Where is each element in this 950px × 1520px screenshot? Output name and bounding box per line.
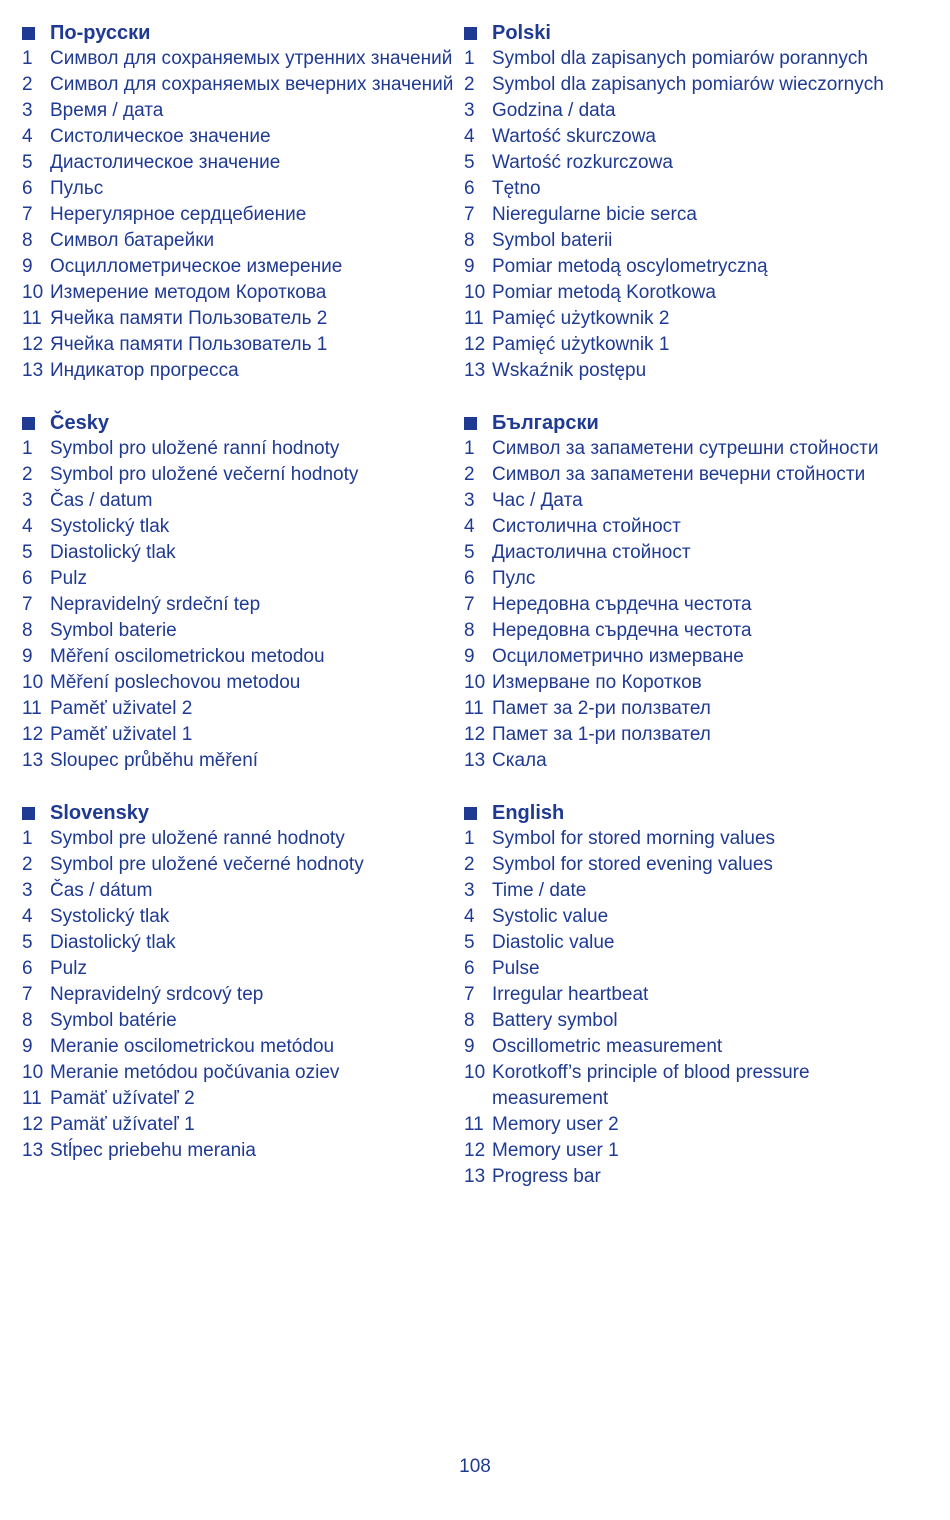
item-number: 3 (464, 100, 475, 121)
language-section (22, 20, 462, 384)
list-item (22, 878, 462, 904)
list-item (22, 982, 462, 1008)
list-item (22, 1034, 462, 1060)
item-text: Diastolic value (492, 932, 615, 953)
list-item (464, 566, 904, 592)
item-text: Irregular heartbeat (492, 984, 649, 1005)
list-item (464, 1138, 904, 1164)
item-text: Meranie oscilometrickou metódou (50, 1036, 335, 1057)
section-title: Slovensky (50, 802, 149, 824)
item-text: Нередовна сърдечна честота (492, 594, 752, 615)
item-text: Symbol pro uložené ranní hodnoty (50, 438, 340, 459)
item-text: Pamięć użytkownik 2 (492, 308, 670, 329)
section-title: Česky (50, 412, 109, 434)
right-column (464, 20, 904, 1216)
list-item (464, 1008, 904, 1034)
item-number: 11 (464, 698, 484, 719)
item-text: Символ за запаметени сутрешни стойности (492, 438, 879, 459)
item-text: Nepravidelný srdcový tep (50, 984, 264, 1005)
list-item (464, 254, 904, 280)
item-number: 9 (464, 646, 475, 667)
item-number: 9 (22, 256, 33, 277)
item-text: Godzina / data (492, 100, 616, 121)
item-number: 6 (464, 178, 475, 199)
item-text: Memory user 2 (492, 1114, 619, 1135)
item-number: 3 (22, 100, 33, 121)
item-text: Diastolický tlak (50, 932, 176, 953)
list-item (22, 98, 462, 124)
section-title: Polski (492, 22, 551, 44)
item-number: 3 (22, 490, 33, 511)
item-number: 7 (22, 204, 33, 225)
item-number: 7 (22, 984, 33, 1005)
item-number: 8 (464, 230, 475, 251)
list-item (22, 566, 462, 592)
item-number: 12 (464, 334, 486, 355)
list-item (22, 228, 462, 254)
list-item (464, 306, 904, 332)
item-text: Wskaźnik postępu (492, 360, 647, 381)
item-number: 10 (464, 672, 486, 693)
item-number: 1 (22, 48, 33, 69)
list-item (22, 254, 462, 280)
list-item (22, 1060, 462, 1086)
item-number: 9 (464, 1036, 475, 1057)
list-item (22, 72, 462, 98)
square-bullet-icon (22, 27, 35, 40)
list-item (464, 748, 904, 774)
item-text: Измерение методом Короткова (50, 282, 327, 303)
item-number: 10 (22, 1062, 44, 1083)
item-number: 13 (22, 1140, 44, 1161)
item-number: 3 (22, 880, 33, 901)
item-text: Memory user 1 (492, 1140, 619, 1161)
item-text: Символ батарейки (50, 230, 215, 251)
list-item (464, 72, 904, 98)
item-number: 3 (464, 880, 475, 901)
section-header (22, 20, 462, 46)
item-text: Měření poslechovou metodou (50, 672, 301, 693)
item-number: 6 (464, 568, 475, 589)
language-section (22, 800, 462, 1164)
list-item (22, 1138, 462, 1164)
item-text: Pamięć użytkownik 1 (492, 334, 670, 355)
item-text: Čas / dátum (50, 880, 153, 901)
item-number: 6 (22, 178, 33, 199)
item-text: Wartość skurczowa (492, 126, 656, 147)
item-number: 9 (22, 646, 33, 667)
item-text: Pamäť užívateľ 1 (50, 1114, 195, 1135)
list-item (22, 644, 462, 670)
item-number: 4 (464, 906, 475, 927)
item-number: 4 (464, 126, 475, 147)
item-text: Осциллометрическое измерение (50, 256, 343, 277)
item-text: Stĺpec priebehu merania (50, 1140, 256, 1161)
item-text: Pomiar metodą Korotkowa (492, 282, 716, 303)
list-item (22, 150, 462, 176)
list-item (22, 618, 462, 644)
item-text: Čas / datum (50, 490, 153, 511)
list-item (464, 358, 904, 384)
list-item (464, 670, 904, 696)
list-item (464, 46, 904, 72)
list-item (464, 436, 904, 462)
list-item (464, 332, 904, 358)
list-item (22, 332, 462, 358)
language-section (464, 800, 904, 1190)
item-number: 11 (22, 308, 42, 329)
item-text: Pulz (50, 958, 87, 979)
list-item (464, 930, 904, 956)
item-number: 11 (464, 308, 484, 329)
item-text: Korotkoff’s principle of blood pressure measurement (492, 1062, 810, 1109)
item-text: Symbol for stored evening values (492, 854, 773, 875)
item-text: Oscillometric measurement (492, 1036, 723, 1057)
item-number: 7 (22, 594, 33, 615)
item-number: 10 (22, 672, 44, 693)
list-item (464, 1060, 904, 1112)
item-number: 9 (464, 256, 475, 277)
list-item (22, 696, 462, 722)
list-item (22, 488, 462, 514)
item-number: 4 (22, 906, 33, 927)
item-text: Paměť uživatel 2 (50, 698, 193, 719)
list-item (22, 852, 462, 878)
item-number: 5 (22, 152, 33, 173)
item-text: Памет за 1-ри ползвател (492, 724, 711, 745)
item-text: Символ для сохраняемых вечерних значений (50, 74, 454, 95)
item-number: 1 (464, 438, 475, 459)
list-item (464, 462, 904, 488)
item-number: 9 (22, 1036, 33, 1057)
list-item (464, 540, 904, 566)
list-item (22, 436, 462, 462)
list-item (464, 514, 904, 540)
item-text: Battery symbol (492, 1010, 618, 1031)
item-number: 6 (22, 568, 33, 589)
list-item (464, 618, 904, 644)
list-item (22, 124, 462, 150)
list-item (22, 1112, 462, 1138)
item-number: 7 (464, 594, 475, 615)
list-item (22, 306, 462, 332)
list-item (464, 722, 904, 748)
list-item (464, 826, 904, 852)
language-section (464, 20, 904, 384)
item-number: 5 (464, 542, 475, 563)
section-title: По-русски (50, 22, 151, 44)
list-item (22, 670, 462, 696)
list-item (464, 98, 904, 124)
item-text: Meranie metódou počúvania oziev (50, 1062, 340, 1083)
item-number: 2 (464, 854, 475, 875)
item-number: 2 (22, 74, 33, 95)
list-item (464, 1112, 904, 1138)
item-number: 7 (464, 204, 475, 225)
item-text: Paměť uživatel 1 (50, 724, 193, 745)
list-item (464, 592, 904, 618)
item-number: 5 (464, 152, 475, 173)
item-number: 7 (464, 984, 475, 1005)
list-item (22, 904, 462, 930)
item-text: Symbol pre uložené večerné hodnoty (50, 854, 364, 875)
item-text: Symbol pro uložené večerní hodnoty (50, 464, 359, 485)
item-number: 1 (464, 828, 475, 849)
item-number: 1 (22, 438, 33, 459)
item-text: Символ за запаметени вечерни стойности (492, 464, 866, 485)
item-number: 5 (22, 932, 33, 953)
list-item (22, 592, 462, 618)
square-bullet-icon (22, 807, 35, 820)
item-text: Индикатор прогресса (50, 360, 239, 381)
item-number: 8 (464, 620, 475, 641)
item-number: 13 (464, 750, 486, 771)
item-text: Wartość rozkurczowa (492, 152, 673, 173)
page-number: 108 (459, 1456, 491, 1477)
item-number: 8 (464, 1010, 475, 1031)
item-text: Pulse (492, 958, 540, 979)
item-text: Нередовна сърдечна честота (492, 620, 752, 641)
item-number: 2 (22, 464, 33, 485)
list-item (464, 696, 904, 722)
item-number: 8 (22, 1010, 33, 1031)
list-item (22, 202, 462, 228)
list-item (464, 488, 904, 514)
list-item (22, 280, 462, 306)
item-text: Symbol batérie (50, 1010, 177, 1031)
section-header (464, 800, 904, 826)
list-item (22, 722, 462, 748)
section-header (22, 410, 462, 436)
list-item (22, 46, 462, 72)
item-text: Pamäť užívateľ 2 (50, 1088, 195, 1109)
square-bullet-icon (464, 807, 477, 820)
item-text: Symbol dla zapisanych pomiarów wieczornych (492, 74, 884, 95)
item-number: 12 (22, 1114, 44, 1135)
item-number: 13 (22, 750, 44, 771)
list-item (464, 228, 904, 254)
item-number: 12 (464, 1140, 486, 1161)
language-section (464, 410, 904, 774)
item-number: 8 (22, 620, 33, 641)
item-number: 10 (464, 1062, 486, 1083)
item-text: Systolický tlak (50, 906, 170, 927)
item-text: Systolický tlak (50, 516, 170, 537)
section-header (464, 20, 904, 46)
list-item (464, 904, 904, 930)
item-text: Пульс (50, 178, 104, 199)
item-number: 5 (22, 542, 33, 563)
item-number: 1 (22, 828, 33, 849)
item-text: Систолическое значение (50, 126, 271, 147)
item-number: 11 (22, 698, 42, 719)
list-item (22, 1086, 462, 1112)
list-item (22, 462, 462, 488)
item-number: 13 (22, 360, 44, 381)
item-text: Tętno (492, 178, 541, 199)
item-text: Диастолическое значение (50, 152, 281, 173)
list-item (464, 852, 904, 878)
item-text: Symbol pre uložené ranné hodnoty (50, 828, 345, 849)
item-text: Час / Дата (492, 490, 583, 511)
item-number: 5 (464, 932, 475, 953)
item-text: Ячейка памяти Пользователь 1 (50, 334, 328, 355)
list-item (464, 280, 904, 306)
item-text: Pulz (50, 568, 87, 589)
list-item (464, 982, 904, 1008)
list-item (22, 748, 462, 774)
item-text: Осцилометрично измерване (492, 646, 744, 667)
item-text: Скала (492, 750, 547, 771)
item-text: Диастолична стойност (492, 542, 691, 563)
list-item (464, 124, 904, 150)
item-text: Měření oscilometrickou metodou (50, 646, 325, 667)
list-item (464, 202, 904, 228)
item-number: 10 (22, 282, 44, 303)
item-text: Systolic value (492, 906, 609, 927)
item-number: 11 (22, 1088, 42, 1109)
item-number: 10 (464, 282, 486, 303)
list-item (464, 176, 904, 202)
list-item (464, 1164, 904, 1190)
square-bullet-icon (464, 417, 477, 430)
item-number: 3 (464, 490, 475, 511)
section-header (464, 410, 904, 436)
item-text: Pomiar metodą oscylometryczną (492, 256, 768, 277)
item-text: Symbol baterie (50, 620, 177, 641)
section-title: Български (492, 412, 599, 434)
item-text: Символ для сохраняемых утренних значений (50, 48, 453, 69)
square-bullet-icon (464, 27, 477, 40)
list-item (22, 176, 462, 202)
item-number: 12 (464, 724, 486, 745)
list-item (464, 150, 904, 176)
list-item (464, 878, 904, 904)
section-title: English (492, 802, 565, 824)
language-section (22, 410, 462, 774)
item-number: 1 (464, 48, 475, 69)
item-text: Progress bar (492, 1166, 601, 1187)
list-item (464, 1034, 904, 1060)
item-text: Nieregularne bicie serca (492, 204, 697, 225)
item-text: Symbol dla zapisanych pomiarów porannych (492, 48, 868, 69)
item-text: Diastolický tlak (50, 542, 176, 563)
item-number: 2 (464, 464, 475, 485)
item-text: Пулс (492, 568, 536, 589)
item-text: Время / дата (50, 100, 164, 121)
item-number: 13 (464, 1166, 486, 1187)
item-text: Нерегулярное сердцебиение (50, 204, 307, 225)
item-text: Измерване по Коротков (492, 672, 702, 693)
item-number: 4 (22, 516, 33, 537)
item-number: 4 (464, 516, 475, 537)
section-header (22, 800, 462, 826)
item-number: 2 (464, 74, 475, 95)
item-text: Sloupec průběhu měření (50, 750, 259, 771)
item-number: 6 (22, 958, 33, 979)
square-bullet-icon (22, 417, 35, 430)
item-text: Symbol for stored morning values (492, 828, 776, 849)
item-number: 11 (464, 1114, 484, 1135)
item-text: Систолична стойност (492, 516, 681, 537)
list-item (22, 514, 462, 540)
item-number: 8 (22, 230, 33, 251)
list-item (22, 930, 462, 956)
item-number: 6 (464, 958, 475, 979)
list-item (464, 956, 904, 982)
list-item (22, 1008, 462, 1034)
item-number: 12 (22, 724, 44, 745)
list-item (22, 358, 462, 384)
item-number: 12 (22, 334, 44, 355)
list-item (22, 540, 462, 566)
item-number: 13 (464, 360, 486, 381)
left-column (22, 20, 462, 1190)
item-text: Symbol baterii (492, 230, 613, 251)
item-text: Памет за 2-ри ползвател (492, 698, 711, 719)
list-item (22, 826, 462, 852)
item-number: 4 (22, 126, 33, 147)
item-text: Time / date (492, 880, 587, 901)
list-item (464, 644, 904, 670)
list-item (22, 956, 462, 982)
item-text: Ячейка памяти Пользователь 2 (50, 308, 328, 329)
item-number: 2 (22, 854, 33, 875)
item-text: Nepravidelný srdeční tep (50, 594, 261, 615)
